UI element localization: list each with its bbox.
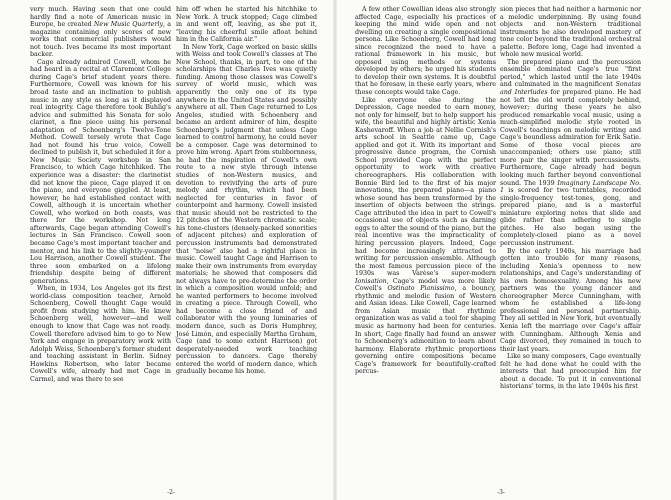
page-number: -2- [167,489,175,496]
page-number: -3- [497,489,505,496]
right-page [337,0,671,500]
left-page [0,0,333,500]
paragraph: sion pieces that had neither a harmonic nor a melodic underpinning. By using found objects and non-Western traditional instruments he also developed mastery of tone color beyond the traditional orchestral palette. Before long, Cage had invented a whole new musical world. [500,6,641,59]
paragraph: very much. Having seen that one could hardly find a note of American music in Europe, he created New Music Quarterly, a magazine containing only scores of new works that commercial publishers would not touch. Ives became its most important backer. [30,6,171,59]
paragraph: The prepared piano and the percussion ensemble dominated Cage's true "first period," which lasted until the late 1940s and culminated in the magnificent Sonatas and Interludes for prepared piano. He had not left the old world completely behind, however; during these years he also produced remarkable vocal music, using a much-simplified melodic style rooted in Cowell's teachings on melodic writing and Cage's boundless admiration for Erik Satie. Some of those vocal pieces are unaccompanied; others use piano; still more pair the singer with percussionists. Furthermore, Cage already had begun looking much farther beyond conventional sound. The 1939 Imaginary Landscape No. 1 is scored for two turntables, recorded single-frequency test-tones, gong, and prepared piano, and is a masterful miniature exploring notes that slide and glide rather than adhering to single pitches. He also began using the completely-closed piano as a novel percussion instrument. [500,58,641,247]
right-page-column-1 [355,6,496,376]
left-page-column-2 [176,6,317,376]
paragraph: Like so many composers, Cage eventually felt he had done what he could with the interests that had preoccupied him for about a decade. To put it in conventional historians' terms, in the late 1940s his first [500,353,641,391]
paragraph: Like everyone else during the Depression, Cage needed to earn money, not only for himself, but to help support his wife, the beautiful and highly artistic Xenia Kashevaroff. When a job at Nellie Cornish's arts school in Seattle came up, Cage applied and got it. With its important and progressive dance program, the Cornish School provided Cage with the perfect opportunity to work with creative choreographers. His collaboration with Bonnie Bird led to the first of his major innovations, the prepared piano—a piano whose sound has been transformed by the insertion of objects between the strings. Cage attributed the idea in part to Cowell's occasional use of objects such as darning eggs to alter the sound of the piano, but the real incentive was the impracticality of hiring percussion players. Indeed, Cage had become increasingly attracted to writing for percussion ensemble. Although the most famous percussion piece of the 1930s was Varèse's super-modern Ionisation, Cage's model was more likely Cowell's Ostinato Pianissimo, a bouncy, rhythmic and melodic fusion of Western and Asian ideas. Like Cowell, Cage learned from Asian music that rhythmic organization was as valid a tool for shaping music as harmony had been for centuries. In short, Cage finally had found an answer to Schoenberg's admonition to learn about harmony. Elaborate rhythmic proportions governing entire compositions became Cage's framework for beautifully-crafted percus- [355,96,496,376]
paragraph: When, in 1934, Los Angeles got its first world-class composition teacher, Arnold Schoenberg, Cowell thought Cage would profit from studying with him. He knew Schoenberg well, however—and well enough to know that Cage was not ready. Cowell therefore advised him to go to New York and engage in preparatory work with Adolph Weiss, Schoenberg's former student and teaching assistant in Berlin. Sidney Hawkins Robertson, who later became Cowell's wife, already had met Cage in Carmel, and was there to see [30,285,171,383]
right-page-column-2 [500,6,641,391]
paragraph: In New York, Cage worked on basic skills with Weiss and took Cowell's classes at The New School, thanks, in part, to one of the scholarships that Charles Ives was quietly funding. Among those classes was Cowell's survey of world music, which was apparently the only one of its type anywhere in the United States and possibly anywhere at all. Then Cage returned to Los Angeles, studied with Schoenberg and became an ardent admirer of him, despite Schoenberg's judgment that unless Cage learned to control harmony, he could never be a composer. Cage was determined to prove him wrong. Apart from stubbornness, he had the inspiration of Cowell's own route to a new style through intense studies of non-Western musics, and devotion to revivifying the arts of pure melody and rhythm, which had been neglected for centuries in favor of counterpoint and harmony. Cowell insisted that music should not be restricted to the 12 pitches of the Western chromatic scale; his tone-clusters (densely-packed sonorities of adjacent pitches) and exploration of percussion instruments had demonstrated that "noise" also had a rightful place in music. Cowell taught Cage and Harrison to make their own instruments from everyday materials; he showed that composers did not always have to pre-determine the order in which a composition would unfold; and he wanted performers to become involved in creating a piece. Through Cowell, who had become a close friend of and collaborator with the young luminaries of modern dance, such as Doris Humphrey, José Limón, and especially Martha Graham, Cage (and to some extent Harrison) got desperately-needed work teaching percussion to dancers. Cage thereby entered the world of modern dance, which gradually became his home. [176,43,317,376]
paragraph: him off when he started his hitchhike to New York. A truck stopped; Cage climbed in and went off, leaving, as she put it, "leaving his cheerful smile afloat behind him in the California air." [176,6,317,44]
paragraph: Cage already admired Cowell, whom he had heard in a recital at Claremont College during Cage's brief student years there. Furthermore, Cowell was known for his broad taste and an inclination to publish music in any style as long as it displayed real integrity. Cage therefore took Buhlig's advice and submitted his Sonata for solo clarinet, a fine piece using his personal adaptation of Schoenberg's Twelve-Tone Method. Cowell tersely wrote that Cage had not found his true voice, Cowell declined to publish it, but scheduled it for a New Music Society workshop in San Francisco, to which Cage hitchhiked. The experience was a disaster: the clarinetist did not know the piece, Cage played it on the piano, and everyone giggled. At least, however, he had established contact with Cowell, although it is uncertain whether Cowell, who worked on both coasts, was there for the workshop. Not long afterwards, Cage began attending Cowell's lectures in San Francisco. Cowell soon became Cage's most important teacher and mentor, and his link to the slightly-younger Lou Harrison, another Cowell student. The three soon embarked on a lifelong friendship despite being of different generations. [30,58,171,285]
paragraph: By the early 1940s, his marriage had gotten into trouble for many reasons, including Xenia's openness to new relationships, and Cage's understanding of his own homosexuality. Among his new partners was the young dancer and choreographer Merce Cunningham, with whom he established a life-long professional and personal partnership. They all settled in New York, but eventually Xenia left the marriage over Cage's affair with Cunningham. Although Xenia and Cage divorced, they remained in touch to their last years. [500,247,641,353]
paragraph: A few other Cowellian ideas also strongly affected Cage, especially his practices of keeping the mind wide open and not dwelling on creating a single compositional persona. Like Schoenberg, Cowell had long since recognized the need to have a rational framework in his music, but opposed using methods or systems developed by others; he urged his students to develop their own systems. It is doubtful that he foresaw, in these early years, where those concepts would take Cage. [355,6,496,97]
left-page-column-1 [30,6,171,383]
